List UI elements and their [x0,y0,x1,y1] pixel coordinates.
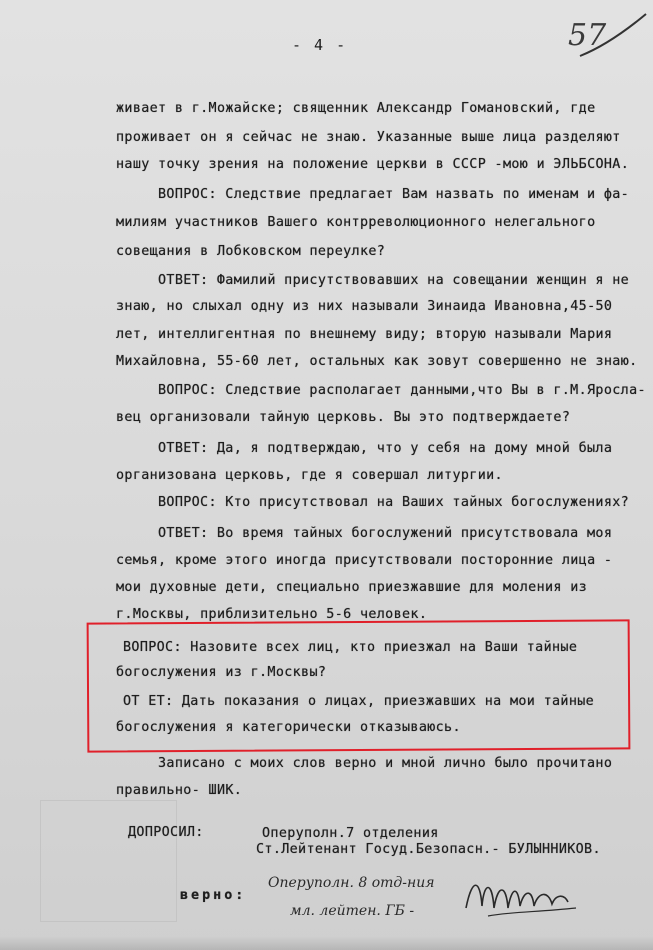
text-line: богослужения из г.Москвы? [116,665,327,680]
text-line: мои духовные дети, специально приезжавшие для моления из [116,580,588,595]
text-line: знаю, но слыхал одну из них называли Зинаида Ивановна,45-50 [116,299,613,314]
question-line: ВОПРОС: Следствие предлагает Вам назвать по именам и фа- [158,187,630,202]
text-line: семья, кроме этого иногда присутствовали посторонние лица - [116,553,613,568]
question-line: ВОПРОС: Следствие располагает данными,что Вы в г.М.Яросла- [158,383,646,398]
text-line: лет, интеллигентная по внешнему виду; вторую называли Мария [116,327,613,342]
page-number: - 4 - [292,36,348,54]
handwritten-note-line: Оперуполн. 8 отд-ния [268,875,435,891]
question-line: ВОПРОС: Кто присутствовал на Ваших тайных богослужениях? [158,495,630,510]
text-line: вец организовали тайную церковь. Вы это подтверждаете? [116,410,571,425]
text-line: живает в г.Можайске; священник Александр Гомановский, где [116,101,596,116]
faint-stamp [40,800,177,922]
text-line: правильно- ШИК. [116,783,243,798]
text-line: нашу точку зрения на положение церкви в СССР -мою и ЭЛЬБСОНА. [116,157,630,172]
signature-block-line: Ст.Лейтенант Госуд.Безопасн.- БУЛЫННИКОВ. [256,842,601,857]
question-line: ВОПРОС: Назовите всех лиц, кто приезжал на Ваши тайные [123,640,578,655]
scan-edge-shadow [0,936,653,950]
interrogator-label: ДОПРОСИЛ: [128,825,204,840]
text-line: Записано с моих слов верно и мной лично было прочитано [158,756,613,771]
text-line: Михайловна, 55-60 лет, остальных как зовут совершенно не знаю. [116,354,638,369]
verno-label: верно: [180,888,247,903]
text-line: организована церковь, где я совершал литургии. [116,468,503,483]
folio-number: 57 [568,18,607,53]
answer-line: ОТВЕТ: Да, я подтверждаю, что у себя на дому мной была [158,441,613,456]
text-line: проживает он я сейчас не знаю. Указанные выше лица разделяют [116,130,621,145]
answer-line: ОТВЕТ: Во время тайных богослужений присутствовала моя [158,526,613,541]
handwritten-signature [458,868,588,928]
text-line: милиям участников Вашего контрреволюционного нелегального [116,215,596,230]
handwritten-note-line: мл. лейтен. ГБ - [290,903,415,919]
answer-line: ОТВЕТ: Фамилий присутствовавших на совещании женщин я не [158,273,630,288]
text-line: г.Москвы, приблизительно 5-6 человек. [116,607,428,622]
text-line: совещания в Лобковском переулке? [116,244,386,259]
answer-line: ОТ ЕТ: Дать показания о лицах, приезжавших на мои тайные [123,694,595,709]
text-line: богослужения я категорически отказываюсь. [116,720,461,735]
signature-block-line: Оперуполн.7 отделения [262,826,439,841]
